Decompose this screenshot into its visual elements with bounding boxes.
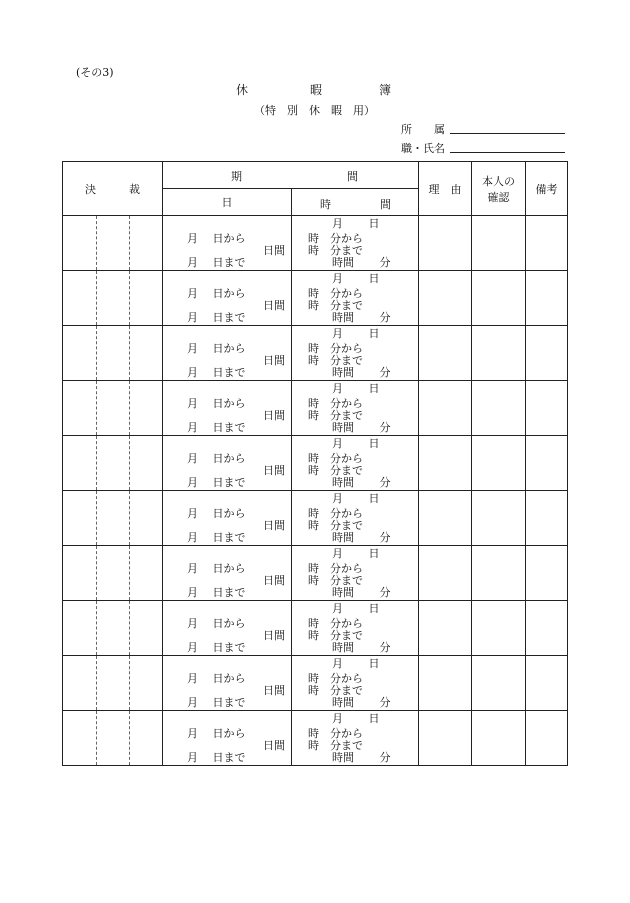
day-cell[interactable] xyxy=(163,216,292,271)
time-to: 時 分まで xyxy=(308,574,363,587)
day-to: 月 日まで xyxy=(187,751,246,764)
confirm-cell[interactable] xyxy=(472,381,526,436)
time-from: 時 分から xyxy=(308,672,363,685)
reason-cell[interactable] xyxy=(419,381,472,436)
approval-cell[interactable] xyxy=(63,381,163,436)
day-from: 月 日から xyxy=(187,232,246,245)
time-cell[interactable] xyxy=(292,436,419,491)
time-cell[interactable] xyxy=(292,601,419,656)
time-hours: 時間 分 xyxy=(332,311,391,324)
form-label: (その3) xyxy=(76,66,114,79)
confirm-cell[interactable] xyxy=(472,491,526,546)
leave-row xyxy=(63,711,568,766)
day-to: 月 日まで xyxy=(187,256,246,269)
day-count: 日間 xyxy=(263,354,285,367)
confirm-cell[interactable] xyxy=(472,711,526,766)
leave-ledger-table xyxy=(62,161,568,766)
time-to: 時 分まで xyxy=(308,629,363,642)
time-date: 月 日 xyxy=(332,437,380,450)
day-cell[interactable] xyxy=(163,656,292,711)
day-cell[interactable] xyxy=(163,601,292,656)
reason-cell[interactable] xyxy=(419,711,472,766)
time-date: 月 日 xyxy=(332,382,380,395)
period-header-char-1: 期 xyxy=(231,170,242,183)
day-from: 月 日から xyxy=(187,287,246,300)
day-count: 日間 xyxy=(263,464,285,477)
day-to: 月 日まで xyxy=(187,421,246,434)
time-date: 月 日 xyxy=(332,217,380,230)
approval-cell[interactable] xyxy=(63,656,163,711)
approval-cell[interactable] xyxy=(63,326,163,381)
reason-cell[interactable] xyxy=(419,546,472,601)
leave-row xyxy=(63,326,568,381)
day-from: 月 日から xyxy=(187,397,246,410)
time-hours: 時間 分 xyxy=(332,586,391,599)
time-from: 時 分から xyxy=(308,452,363,465)
remarks-header: 備考 xyxy=(526,162,568,216)
day-cell[interactable] xyxy=(163,546,292,601)
name-field[interactable] xyxy=(450,140,565,153)
time-to: 時 分まで xyxy=(308,354,363,367)
remarks-cell[interactable] xyxy=(526,436,568,491)
reason-cell[interactable] xyxy=(419,271,472,326)
confirm-cell[interactable] xyxy=(472,656,526,711)
leave-row xyxy=(63,546,568,601)
reason-cell[interactable] xyxy=(419,216,472,271)
time-hours: 時間 分 xyxy=(332,421,391,434)
time-cell[interactable] xyxy=(292,216,419,271)
day-count: 日間 xyxy=(263,299,285,312)
time-cell[interactable] xyxy=(292,491,419,546)
time-date: 月 日 xyxy=(332,272,380,285)
remarks-cell[interactable] xyxy=(526,271,568,326)
day-to: 月 日まで xyxy=(187,696,246,709)
day-count: 日間 xyxy=(263,519,285,532)
name-label: 職・氏名 xyxy=(401,142,445,155)
approval-cell[interactable] xyxy=(63,601,163,656)
reason-cell[interactable] xyxy=(419,491,472,546)
remarks-cell[interactable] xyxy=(526,381,568,436)
day-from: 月 日から xyxy=(187,342,246,355)
subtitle: （特 別 休 暇 用） xyxy=(254,104,375,117)
reason-cell[interactable] xyxy=(419,326,472,381)
confirm-cell[interactable] xyxy=(472,601,526,656)
remarks-cell[interactable] xyxy=(526,491,568,546)
leave-row xyxy=(63,656,568,711)
day-cell[interactable] xyxy=(163,381,292,436)
day-count: 日間 xyxy=(263,684,285,697)
time-cell[interactable] xyxy=(292,656,419,711)
day-to: 月 日まで xyxy=(187,641,246,654)
time-header-char-1: 時 xyxy=(320,198,331,211)
time-date: 月 日 xyxy=(332,327,380,340)
time-cell[interactable] xyxy=(292,546,419,601)
time-from: 時 分から xyxy=(308,727,363,740)
title-char-2: 暇 xyxy=(310,83,323,97)
day-cell[interactable] xyxy=(163,491,292,546)
time-to: 時 分まで xyxy=(308,299,363,312)
title-char-1: 休 xyxy=(236,83,249,97)
time-hours: 時間 分 xyxy=(332,366,391,379)
time-date: 月 日 xyxy=(332,602,380,615)
day-count: 日間 xyxy=(263,409,285,422)
leave-row xyxy=(63,271,568,326)
reason-header: 理 由 xyxy=(419,162,472,216)
time-header-char-2: 間 xyxy=(380,198,391,211)
time-cell[interactable] xyxy=(292,326,419,381)
approval-cell[interactable] xyxy=(63,216,163,271)
time-to: 時 分まで xyxy=(308,464,363,477)
remarks-cell[interactable] xyxy=(526,601,568,656)
time-from: 時 分から xyxy=(308,562,363,575)
time-to: 時 分まで xyxy=(308,519,363,532)
time-date: 月 日 xyxy=(332,657,380,670)
day-from: 月 日から xyxy=(187,562,246,575)
day-count: 日間 xyxy=(263,629,285,642)
time-hours: 時間 分 xyxy=(332,751,391,764)
confirm-header xyxy=(472,162,526,216)
confirm-header-line2: 確認 xyxy=(487,190,510,204)
time-date: 月 日 xyxy=(332,547,380,560)
time-header xyxy=(292,189,419,216)
day-from: 月 日から xyxy=(187,507,246,520)
confirm-cell[interactable] xyxy=(472,546,526,601)
day-count: 日間 xyxy=(263,574,285,587)
period-header xyxy=(163,162,419,189)
time-from: 時 分から xyxy=(308,507,363,520)
leave-row xyxy=(63,381,568,436)
leave-row xyxy=(63,601,568,656)
remarks-cell[interactable] xyxy=(526,326,568,381)
approval-cell[interactable] xyxy=(63,711,163,766)
confirm-cell[interactable] xyxy=(472,216,526,271)
time-date: 月 日 xyxy=(332,492,380,505)
time-cell[interactable] xyxy=(292,711,419,766)
approval-cell[interactable] xyxy=(63,436,163,491)
reason-cell[interactable] xyxy=(419,436,472,491)
confirm-cell[interactable] xyxy=(472,326,526,381)
time-cell[interactable] xyxy=(292,381,419,436)
time-to: 時 分まで xyxy=(308,244,363,257)
time-to: 時 分まで xyxy=(308,739,363,752)
approval-cell[interactable] xyxy=(63,546,163,601)
time-hours: 時間 分 xyxy=(332,641,391,654)
day-from: 月 日から xyxy=(187,617,246,630)
approval-cell[interactable] xyxy=(63,491,163,546)
day-cell[interactable] xyxy=(163,436,292,491)
day-to: 月 日まで xyxy=(187,311,246,324)
dept-label: 所 属 xyxy=(401,123,445,136)
leave-row xyxy=(63,491,568,546)
day-count: 日間 xyxy=(263,739,285,752)
confirm-cell[interactable] xyxy=(472,436,526,491)
time-to: 時 分まで xyxy=(308,409,363,422)
time-to: 時 分まで xyxy=(308,684,363,697)
time-hours: 時間 分 xyxy=(332,696,391,709)
reason-cell[interactable] xyxy=(419,601,472,656)
time-from: 時 分から xyxy=(308,617,363,630)
day-cell[interactable] xyxy=(163,271,292,326)
leave-row xyxy=(63,216,568,271)
day-from: 月 日から xyxy=(187,452,246,465)
day-cell[interactable] xyxy=(163,326,292,381)
time-from: 時 分から xyxy=(308,287,363,300)
time-from: 時 分から xyxy=(308,397,363,410)
approval-cell[interactable] xyxy=(63,271,163,326)
day-to: 月 日まで xyxy=(187,531,246,544)
remarks-cell[interactable] xyxy=(526,216,568,271)
confirm-cell[interactable] xyxy=(472,271,526,326)
dept-field[interactable] xyxy=(450,121,565,134)
time-hours: 時間 分 xyxy=(332,256,391,269)
day-to: 月 日まで xyxy=(187,366,246,379)
time-cell[interactable] xyxy=(292,271,419,326)
day-to: 月 日まで xyxy=(187,476,246,489)
day-from: 月 日から xyxy=(187,727,246,740)
day-from: 月 日から xyxy=(187,672,246,685)
period-header-char-2: 間 xyxy=(347,170,358,183)
time-date: 月 日 xyxy=(332,712,380,725)
time-from: 時 分から xyxy=(308,232,363,245)
time-hours: 時間 分 xyxy=(332,476,391,489)
approval-header: 決 裁 xyxy=(63,162,163,216)
title-char-3: 簿 xyxy=(379,83,392,97)
day-to: 月 日まで xyxy=(187,586,246,599)
day-cell[interactable] xyxy=(163,711,292,766)
time-from: 時 分から xyxy=(308,342,363,355)
leave-row xyxy=(63,436,568,491)
remarks-cell[interactable] xyxy=(526,656,568,711)
reason-cell[interactable] xyxy=(419,656,472,711)
day-count: 日間 xyxy=(263,244,285,257)
remarks-cell[interactable] xyxy=(526,546,568,601)
remarks-cell[interactable] xyxy=(526,711,568,766)
confirm-header-line1: 本人の xyxy=(482,174,515,188)
time-hours: 時間 分 xyxy=(332,531,391,544)
day-header: 日 xyxy=(163,189,292,216)
